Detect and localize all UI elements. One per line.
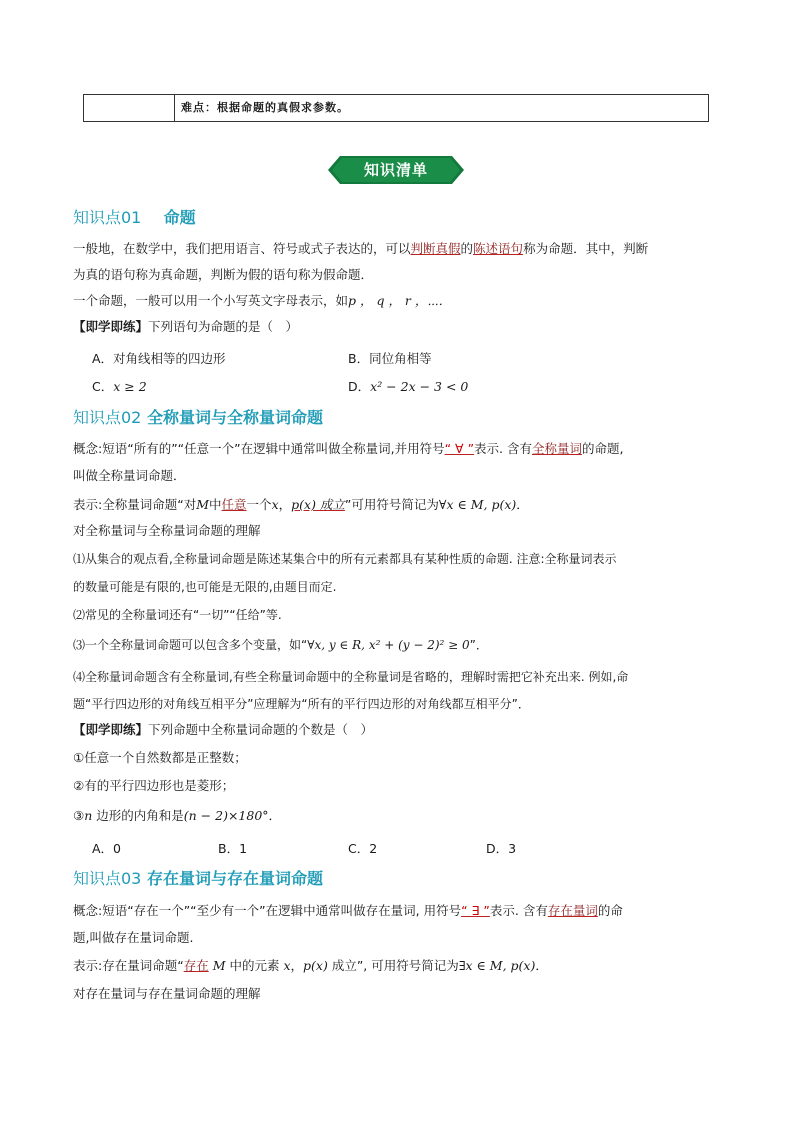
kp2-statement-2: ②有的平行四边形也是菱形； xyxy=(73,778,235,793)
kp1-practice xyxy=(73,318,298,336)
kp3-understanding-title: 对存在量词与存在量词命题的理解 xyxy=(73,986,261,1001)
kp2-option-d: D．3 xyxy=(486,841,517,856)
kp2-heading-title: 全称量词与全称量词命题 xyxy=(146,408,323,427)
option-math: x ≥ 2 xyxy=(113,379,147,394)
underlined-term: 全称量词 xyxy=(532,441,583,456)
text-span: 一个 xyxy=(246,497,272,512)
math-expression: ∀x ∈ M, p(x) xyxy=(438,497,517,512)
kp2-item1-line2: 的数量可能是有限的,也可能是无限的,由题目而定. xyxy=(73,580,337,594)
kp1-paragraph-line1 xyxy=(73,240,648,258)
text-span: 中 xyxy=(209,497,222,512)
kp2-heading-number: 知识点02 xyxy=(73,408,142,427)
math-expression: (n − 2)×180° xyxy=(183,808,269,823)
math-var: M xyxy=(196,497,210,512)
text-span: 的命题, xyxy=(582,441,624,456)
math-var: M xyxy=(208,958,226,973)
forall-symbol: “ ∀ ” xyxy=(444,441,475,456)
kp1-heading-title: 命题 xyxy=(163,208,196,227)
text-span: 表示:存在量词命题“ xyxy=(73,958,184,973)
kp2-concept-line2: 叫做全称量词命题． xyxy=(73,468,186,483)
kp2-item2: ⑵常见的全称量词还有“一切”“任给”等. xyxy=(73,608,282,622)
objectives-table-row xyxy=(83,94,709,122)
text-span: 表示:全称量词命题“对 xyxy=(73,497,197,512)
math-var: n xyxy=(84,808,93,823)
math-var: x xyxy=(279,958,291,973)
text-span: 边形的内角和是 xyxy=(92,808,184,823)
variable-list: p ， q ， r ，⋯． xyxy=(348,293,452,308)
text-span: ． xyxy=(535,958,548,973)
text-span: 中的元素 xyxy=(225,958,280,973)
kp1-option-b: B．同位角相等 xyxy=(348,351,432,366)
kp3-heading xyxy=(73,866,323,889)
option-math: x² − 2x − 3 < 0 xyxy=(370,379,469,394)
text-span: 称为命题．其中，判断 xyxy=(523,241,649,256)
option-label: C． xyxy=(92,379,114,394)
kp1-heading xyxy=(73,205,196,228)
text-span: ， xyxy=(278,497,292,512)
option-label: D． xyxy=(348,379,371,394)
underlined-term: 存在量词 xyxy=(547,903,598,918)
kp3-heading-title: 存在量词与存在量词命题 xyxy=(146,869,323,888)
text-span: 表示. 含有 xyxy=(489,903,548,918)
table-cell-difficulty: 难点：根据命题的真假求参数。 xyxy=(181,101,349,114)
text-span: 一般地，在数学中，我们把用语言、符号或式子表达的，可以 xyxy=(73,241,411,256)
text-span: 概念:短语“存在一个”“至少有一个”在逻辑中通常叫做存在量词, 用符号 xyxy=(73,903,462,918)
math-expression: ∃x ∈ M, p(x) xyxy=(458,958,536,973)
text-span: 概念:短语“所有的”“任意一个”在逻辑中通常叫做全称量词,并用符号 xyxy=(73,441,445,456)
kp3-heading-number: 知识点03 xyxy=(73,869,142,888)
table-cell-empty xyxy=(84,95,175,121)
kp2-item4-line1: ⑷全称量词命题含有全称量词,有些全称量词命题中的全称量词是省略的，理解时需把它补充出来. 例如,命 xyxy=(73,670,629,684)
text-span: ． xyxy=(268,808,282,823)
kp3-concept-line1 xyxy=(73,902,623,920)
kp3-concept-line2: 题,叫做存在量词命题. xyxy=(73,930,194,945)
practice-question: 下列命题中全称量词命题的个数是（ ） xyxy=(148,722,374,737)
practice-tag: 【即学即练】 xyxy=(73,722,149,737)
text-span: 成立”, 可用符号简记为 xyxy=(327,958,459,973)
exists-symbol: “ ∃ ” xyxy=(461,903,490,918)
kp1-paragraph-line3 xyxy=(73,292,451,310)
text-span: ”可用符号简记为 xyxy=(344,497,439,512)
text-span: ③ xyxy=(73,808,85,823)
underlined-term: 陈述语句 xyxy=(473,241,524,256)
math-var: x xyxy=(271,497,279,512)
text-span: 表示. 含有 xyxy=(474,441,532,456)
kp2-heading xyxy=(73,405,323,428)
kp3-representation xyxy=(73,957,548,975)
text-span: ． xyxy=(516,497,529,512)
kp1-option-d xyxy=(348,377,468,395)
kp2-item1-line1: ⑴从集合的观点看,全称量词命题是陈述某集合中的所有元素都具有某种性质的命题. 注意:全称量词表示 xyxy=(73,552,617,566)
kp1-paragraph-line2: 为真的语句称为真命题，判断为假的语句称为假命题． xyxy=(73,267,374,282)
underlined-term: 判断真假 xyxy=(410,241,461,256)
kp2-understanding-title: 对全称量词与全称量词命题的理解 xyxy=(73,523,261,538)
text-span: ⑶一个全称量词命题可以包含多个变量，如“ xyxy=(73,638,308,652)
kp2-option-b: B．1 xyxy=(218,841,248,856)
kp2-option-c: C．2 xyxy=(348,841,378,856)
practice-tag: 【即学即练】 xyxy=(73,319,149,334)
math-expression: ∀x, y ∈ R, x² + (y − 2)² ≥ 0 xyxy=(307,638,470,652)
text-span: ”． xyxy=(469,638,488,652)
text-span: ， xyxy=(290,958,304,973)
kp1-option-c xyxy=(92,377,147,395)
text-span: 的命 xyxy=(597,903,623,918)
underlined-term: p(x) 成立 xyxy=(291,497,345,512)
underlined-term: 任意 xyxy=(221,497,247,512)
practice-question: 下列语句为命题的是（ ） xyxy=(148,319,299,334)
text-span: 一个命题，一般可以用一个小写英文字母表示，如 xyxy=(73,293,349,308)
kp2-concept-line1 xyxy=(73,440,624,458)
underlined-term: 存在 xyxy=(183,958,209,973)
kp2-item4-line2: 题“平行四边形的对角线互相平分”应理解为“所有的平行四边形的对角线都互相平分”． xyxy=(73,697,530,711)
kp2-practice xyxy=(73,721,373,739)
kp2-statement-1: ①任意一个自然数都是正整数； xyxy=(73,750,247,765)
knowledge-list-banner xyxy=(328,153,464,187)
kp2-option-a: A．0 xyxy=(92,841,122,856)
kp1-heading-number: 知识点01 xyxy=(73,208,142,227)
banner-label: 知识清单 xyxy=(363,161,428,179)
kp2-statement-3 xyxy=(73,807,281,825)
kp2-item3 xyxy=(73,636,488,654)
kp2-representation xyxy=(73,496,529,514)
kp1-option-a: A．对角线相等的四边形 xyxy=(92,351,226,366)
math-var: p(x) xyxy=(303,958,328,973)
text-span: 的 xyxy=(460,241,474,256)
